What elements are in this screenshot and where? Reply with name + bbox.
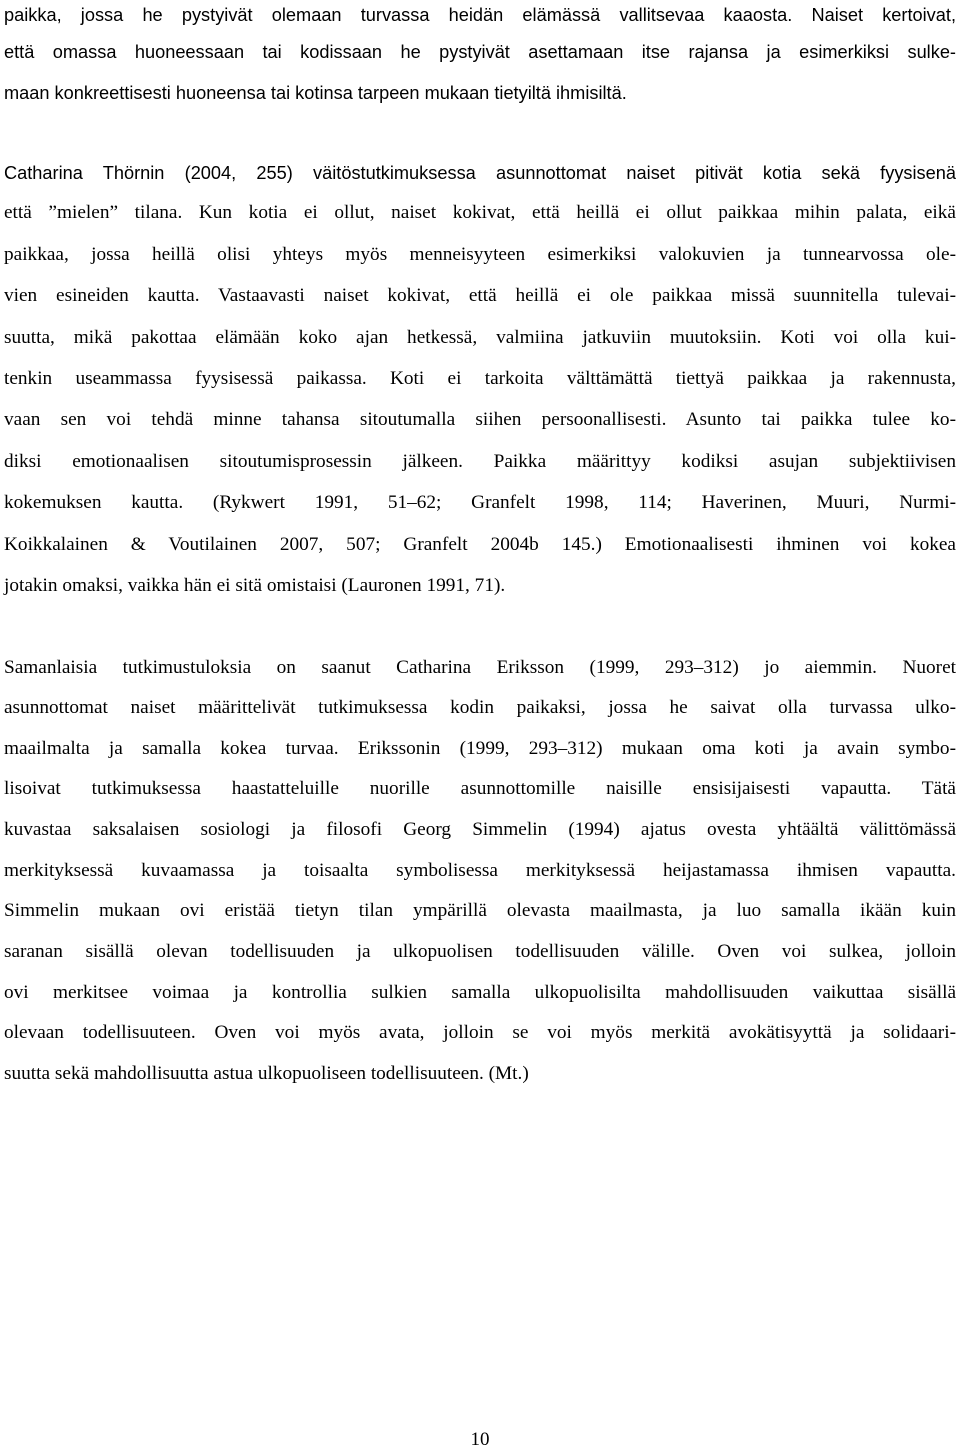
text-line: Simmelin mukaan ovi eristää tietyn tilan ympärillä olevasta maailmasta, ja luo samalla ikään kuin (4, 900, 956, 921)
text-line: vaan sen voi tehdä minne tahansa sitoutumalla siihen persoonallisesti. Asunto tai paikka tulee ko- (4, 409, 956, 430)
text-line: ovi merkitsee voimaa ja kontrollia sulkien samalla ulkopuolisilta mahdollisuuden vaikuttaa sisällä (4, 982, 956, 1003)
text-line: Koikkalainen & Voutilainen 2007, 507; Granfelt 2004b 145.) Emotionaalisesti ihminen voi kokea (4, 534, 956, 555)
text-line: jotakin omaksi, vaikka hän ei sitä omistaisi (Lauronen 1991, 71). (4, 575, 506, 596)
text-line: olevaan todellisuuteen. Oven voi myös avata, jolloin se voi myös merkitä avokätisyyttä ja solidaari- (4, 1022, 956, 1043)
text-line: suutta sekä mahdollisuutta astua ulkopuoliseen todellisuuteen. (Mt.) (4, 1063, 529, 1084)
text-line: paikka, jossa he pystyivät olemaan turvassa heidän elämässä vallitsevaa kaaosta. Naiset kertoivat, (4, 5, 956, 25)
text-line: maailmalta ja samalla kokea turvaa. Erikssonin (1999, 293–312) mukaan oma koti ja avain symbo- (4, 738, 956, 759)
text-line: vien esineiden kautta. Vastaavasti naiset kokivat, että heillä ei ole paikkaa missä suunnitella tulevai- (4, 285, 956, 306)
text-line: saranan sisällä olevan todellisuuden ja ulkopuolisen todellisuuden välille. Oven voi sulkea, jolloin (4, 941, 956, 962)
text-line: suutta, mikä pakottaa elämään koko ajan hetkessä, valmiina jatkuviin muutoksiin. Koti voi olla kui- (4, 327, 956, 348)
text-line: merkityksessä kuvaamassa ja toisaalta symbolisessa merkityksessä heijastamassa ihmisen vapautta. (4, 860, 956, 881)
text-line: Catharina Thörnin (2004, 255) väitöstutkimuksessa asunnottomat naiset pitivät kotia sekä fyysisenä (4, 163, 956, 183)
text-line: lisoivat tutkimuksessa haastatteluille nuorille asunnottomille naisille ensisijaisesti vapautta. Tätä (4, 778, 956, 799)
text-line: kuvastaa saksalaisen sosiologi ja filosofi Georg Simmelin (1994) ajatus ovesta yhtäältä välittömässä (4, 819, 956, 840)
text-line: Samanlaisia tutkimustuloksia on saanut Catharina Eriksson (1999, 293–312) jo aiemmin. Nuoret (4, 657, 956, 678)
page-number: 10 (470, 1429, 490, 1450)
text-line: että ”mielen” tilana. Kun kotia ei ollut, naiset kokivat, että heillä ei ollut paikkaa mihin palata, eikä (4, 202, 956, 223)
text-line: maan konkreettisesti huoneensa tai kotinsa tarpeen mukaan tietyiltä ihmisiltä. (4, 83, 627, 103)
text-line: että omassa huoneessaan tai kodissaan he pystyivät asettamaan itse rajansa ja esimerkiksi sulke- (4, 42, 956, 62)
text-line: kokemuksen kautta. (Rykwert 1991, 51–62; Granfelt 1998, 114; Haverinen, Muuri, Nurmi- (4, 492, 956, 513)
text-line: asunnottomat naiset määrittelivät tutkimuksessa kodin paikaksi, jossa he saivat olla turvassa ulko- (4, 697, 956, 718)
text-line: paikkaa, jossa heillä olisi yhteys myös menneisyyteen esimerkiksi valokuvien ja tunnearvossa ole- (4, 244, 956, 265)
text-line: diksi emotionaalisen sitoutumisprosessin jälkeen. Paikka määrittyy kodiksi asujan subjektiivisen (4, 451, 956, 472)
text-line: tenkin useammassa fyysisessä paikassa. Koti ei tarkoita välttämättä tiettyä paikkaa ja rakennusta, (4, 368, 956, 389)
